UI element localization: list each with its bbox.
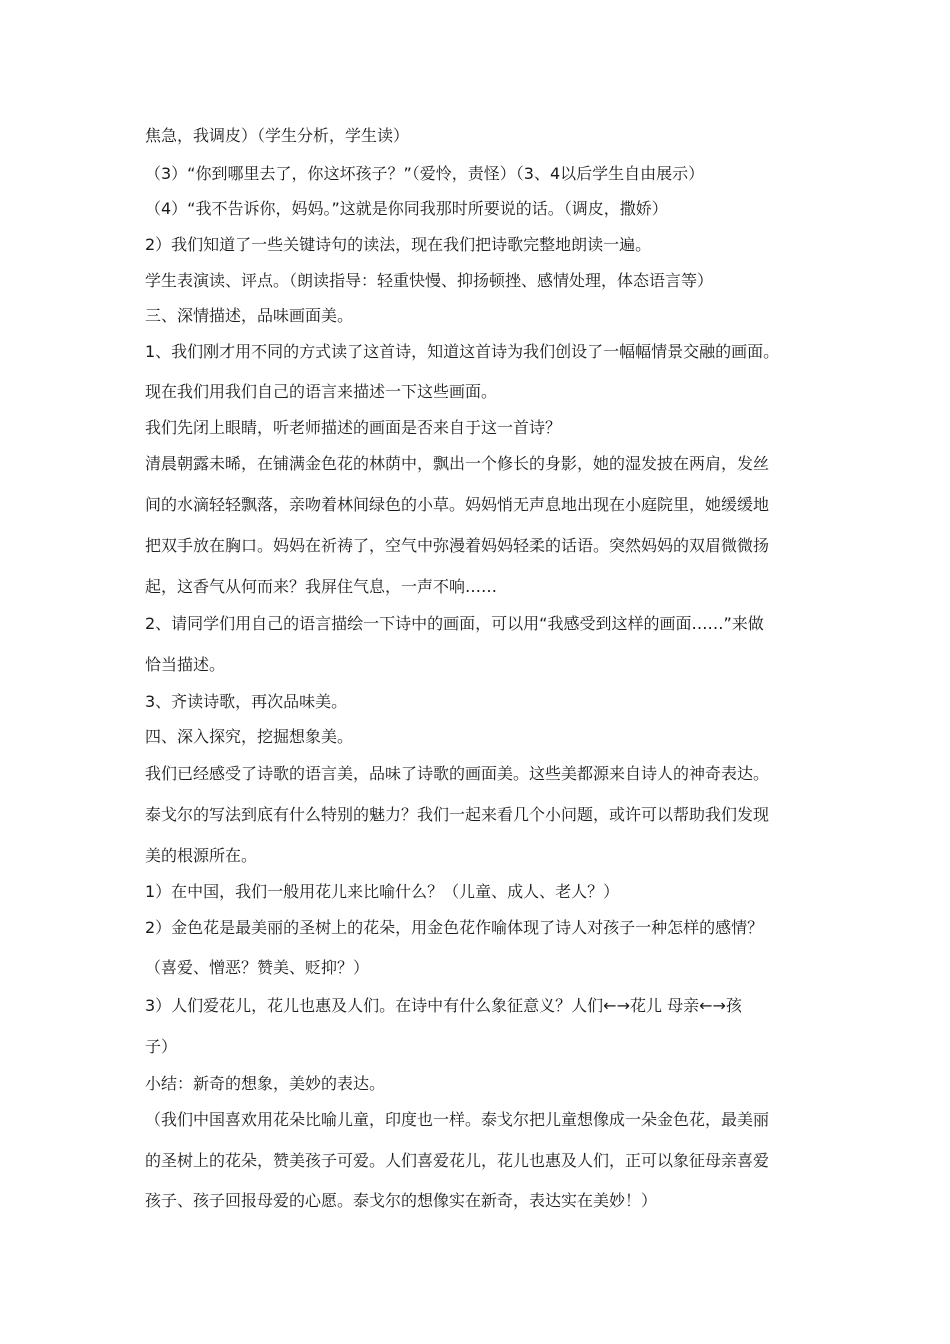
text-line: 恰当描述。 <box>145 655 226 674</box>
text-line: 泰戈尔的写法到底有什么特别的魅力？我们一起来看几个小问题，或许可以帮助我们发现 <box>145 805 770 824</box>
text-line: 孩子、孩子回报母爱的心愿。泰戈尔的想像实在新奇，表达实在美妙！） <box>145 1191 658 1210</box>
text-line: 子） <box>145 1037 178 1056</box>
text-line: （3）“你到哪里去了，你这坏孩子？”（爱怜，责怪）（3、4以后学生自由展示） <box>145 164 705 183</box>
text-line: 间的水滴轻轻飘落，亲吻着林间绿色的小草。妈妈悄无声息地出现在小庭院里，她缓缓地 <box>145 495 770 514</box>
text-line: 起，这香气从何而来？我屏住气息，一声不响…… <box>145 577 498 596</box>
text-line: 我们先闭上眼睛，听老师描述的画面是否来自于这一首诗？ <box>145 418 562 437</box>
text-line: （4）“我不告诉你，妈妈。”这就是你同我那时所要说的话。（调皮，撒娇） <box>145 199 668 218</box>
text-line: 1、我们刚才用不同的方式读了这首诗，知道这首诗为我们创设了一幅幅情景交融的画面。 <box>145 342 780 361</box>
text-line: 2）金色花是最美丽的圣树上的花朵，用金色花作喻体现了诗人对孩子一种怎样的感情？ <box>145 918 764 937</box>
text-line: 1）在中国，我们一般用花儿来比喻什么？（儿童、成人、老人？） <box>145 882 620 901</box>
text-line: 现在我们用我们自己的语言来描述一下这些画面。 <box>145 382 498 401</box>
text-line: 小结：新奇的想象，美妙的表达。 <box>145 1074 386 1093</box>
text-line: 3、齐读诗歌，再次品味美。 <box>145 692 348 711</box>
text-line: 学生表演读、评点。（朗读指导：轻重快慢、抑扬顿挫、感情处理，体态语言等） <box>145 271 714 290</box>
text-line: 我们已经感受了诗歌的语言美，品味了诗歌的画面美。这些美都源来自诗人的神奇表达。 <box>145 764 770 783</box>
text-line: 2、请同学们用自己的语言描绘一下诗中的画面，可以用“我感受到这样的画面……”来做 <box>145 614 764 633</box>
text-line: 清晨朝露未晞，在铺满金色花的林荫中，飘出一个修长的身影，她的湿发披在两肩，发丝 <box>145 454 770 473</box>
text-line: 美的根源所在。 <box>145 846 258 865</box>
text-line: 的圣树上的花朵，赞美孩子可爱。人们喜爱花儿，花儿也惠及人们，正可以象征母亲喜爱 <box>145 1151 770 1170</box>
text-line: 3）人们爱花儿，花儿也惠及人们。在诗中有什么象征意义？人们←→花儿 母亲←→孩 <box>145 996 742 1015</box>
section-heading: 四、深入探究，挖掘想象美。 <box>145 727 354 746</box>
text-line: 焦急，我调皮）（学生分析，学生读） <box>145 126 410 145</box>
text-line: 把双手放在胸口。妈妈在祈祷了，空气中弥漫着妈妈轻柔的话语。突然妈妈的双眉微微扬 <box>145 536 770 555</box>
text-line: （我们中国喜欢用花朵比喻儿童，印度也一样。泰戈尔把儿童想像成一朵金色花，最美丽 <box>145 1110 770 1129</box>
section-heading: 三、深情描述，品味画面美。 <box>145 306 354 325</box>
text-line: 2）我们知道了一些关键诗句的读法，现在我们把诗歌完整地朗读一遍。 <box>145 235 652 254</box>
text-line: （喜爱、憎恶？赞美、贬抑？） <box>145 958 370 977</box>
